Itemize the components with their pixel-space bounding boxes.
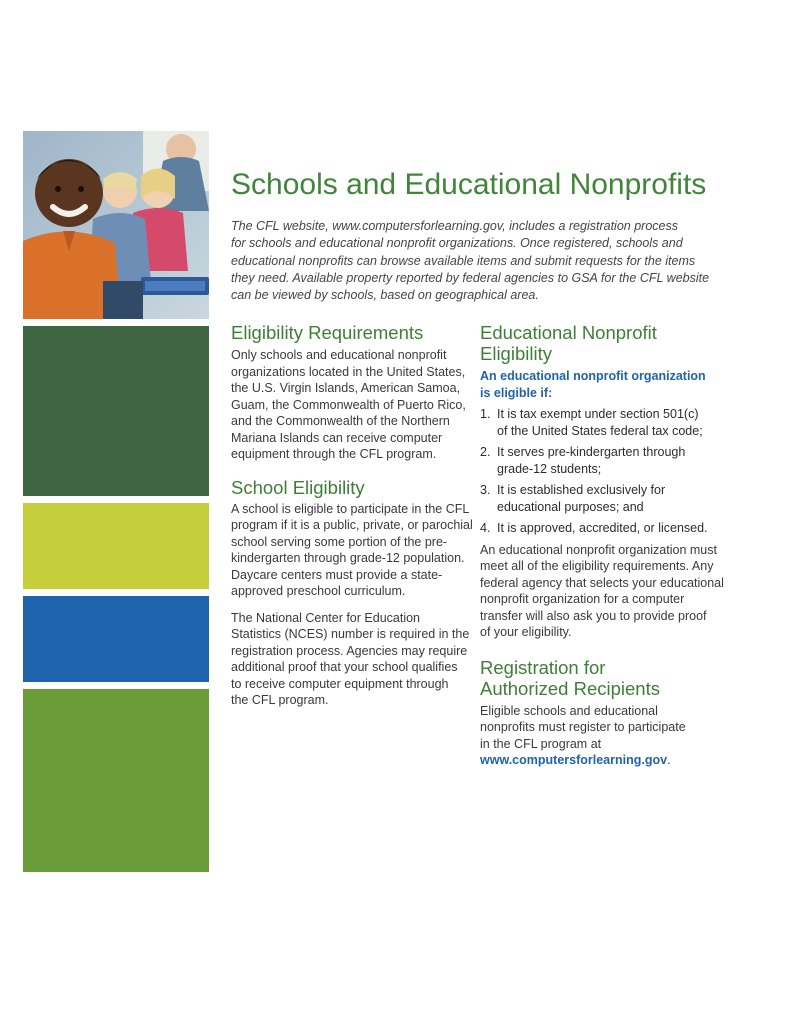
text-line: transfer will also ask you to provide proof <box>480 608 707 623</box>
text-line: program if it is a public, private, or parochial <box>231 518 473 532</box>
text-line: nonprofit organization for a computer <box>480 592 685 606</box>
heading-line: Authorized Recipients <box>480 677 660 699</box>
school-eligibility-heading: School Eligibility <box>231 476 365 498</box>
text-line: Daycare centers must provide a state- <box>231 567 443 582</box>
text-line: organizations located in the United States, <box>231 364 466 379</box>
text-line: registration process. Agencies may require <box>231 643 468 658</box>
text-line: meet all of the eligibility requirements. Any <box>480 559 714 573</box>
text-line: school serving some portion of the pre- <box>231 534 448 549</box>
color-band-blue <box>23 596 209 682</box>
intro-line: The CFL website, www.computersforlearning.gov, includes a registration process <box>231 219 678 233</box>
list-number: 2. <box>480 445 491 459</box>
text-line: to receive computer equipment through <box>231 676 449 691</box>
text-line: of your eligibility. <box>480 625 572 639</box>
list-text: educational purposes; and <box>497 499 644 514</box>
classroom-photo <box>23 131 209 319</box>
intro-paragraph <box>231 218 731 304</box>
text-line: in the CFL program at <box>480 736 602 751</box>
heading-line: Educational Nonprofit <box>480 322 657 343</box>
heading-line: Eligibility <box>480 343 552 364</box>
text-line: An educational nonprofit organization must <box>480 542 717 557</box>
text-line: equipment through the CFL program. <box>231 447 437 461</box>
list-text: It is approved, accredited, or licensed. <box>497 521 708 535</box>
color-band-lime <box>23 503 209 589</box>
heading-line: Registration for <box>480 656 606 678</box>
color-band-dark-green <box>23 326 209 496</box>
list-number: 1. <box>480 407 491 421</box>
list-item <box>480 520 730 537</box>
list-number: 3. <box>480 483 491 497</box>
text-line: federal agency that selects your educational <box>480 575 724 590</box>
nonprofit-criteria-list <box>480 406 730 537</box>
text-line: approved preschool curriculum. <box>231 584 406 598</box>
list-item <box>480 444 730 477</box>
left-column <box>231 322 471 709</box>
school-eligibility-paragraph <box>231 501 471 600</box>
nonprofit-requirements-paragraph <box>480 542 730 641</box>
text-line: Mariana Islands can receive computer <box>231 430 443 445</box>
lead-line: is eligible if: <box>480 385 553 400</box>
text-line: the U.S. Virgin Islands, American Samoa, <box>231 381 461 395</box>
page-title: Schools and Educational Nonprofits <box>231 168 707 201</box>
registration-paragraph <box>480 703 730 769</box>
text-line: additional proof that your school qualifies <box>231 660 458 674</box>
eligibility-paragraph <box>231 347 471 463</box>
text-line: kindergarten through grade-12 population. <box>231 551 465 565</box>
registration-heading <box>480 657 730 699</box>
text-line: Only schools and educational nonprofit <box>231 348 447 362</box>
intro-line: they need. Available property reported by federal agencies to GSA for the CFL website <box>231 270 710 285</box>
nonprofit-eligibility-heading <box>480 322 730 364</box>
text-line: Statistics (NCES) number is required in the <box>231 627 470 641</box>
url-line <box>480 752 730 769</box>
right-column <box>480 322 730 769</box>
eligibility-heading: Eligibility Requirements <box>231 322 424 343</box>
text-line: nonprofits must register to participate <box>480 720 686 734</box>
list-text: It is tax exempt under section 501(c) <box>497 407 699 421</box>
list-text: It is established exclusively for <box>497 483 666 497</box>
intro-line: educational nonprofits can browse available items and submit requests for the items <box>231 253 696 268</box>
list-item <box>480 406 730 439</box>
intro-line: can be viewed by schools, based on geographical area. <box>231 288 539 303</box>
list-text: grade-12 students; <box>497 461 602 476</box>
list-text: of the United States federal tax code; <box>497 423 703 438</box>
color-band-green <box>23 689 209 872</box>
text-line: the CFL program. <box>231 693 329 707</box>
text-line: The National Center for Education <box>231 610 420 625</box>
list-item <box>480 482 730 515</box>
list-text: It serves pre-kindergarten through <box>497 445 686 459</box>
cfl-website-link[interactable]: www.computersforlearning.gov <box>480 753 668 767</box>
text-line: and the Commonwealth of the Northern <box>231 414 450 428</box>
list-number: 4. <box>480 521 491 535</box>
text-line: Guam, the Commonwealth of Puerto Rico, <box>231 397 466 412</box>
text-line: Eligible schools and educational <box>480 703 658 718</box>
url-suffix: . <box>667 753 671 767</box>
nces-paragraph <box>231 610 471 709</box>
lead-line: An educational nonprofit organization <box>480 369 706 383</box>
intro-line: for schools and educational nonprofit organizations. Once registered, schools and <box>231 236 683 251</box>
text-line: A school is eligible to participate in the CFL <box>231 501 470 516</box>
nonprofit-lead <box>480 368 730 401</box>
